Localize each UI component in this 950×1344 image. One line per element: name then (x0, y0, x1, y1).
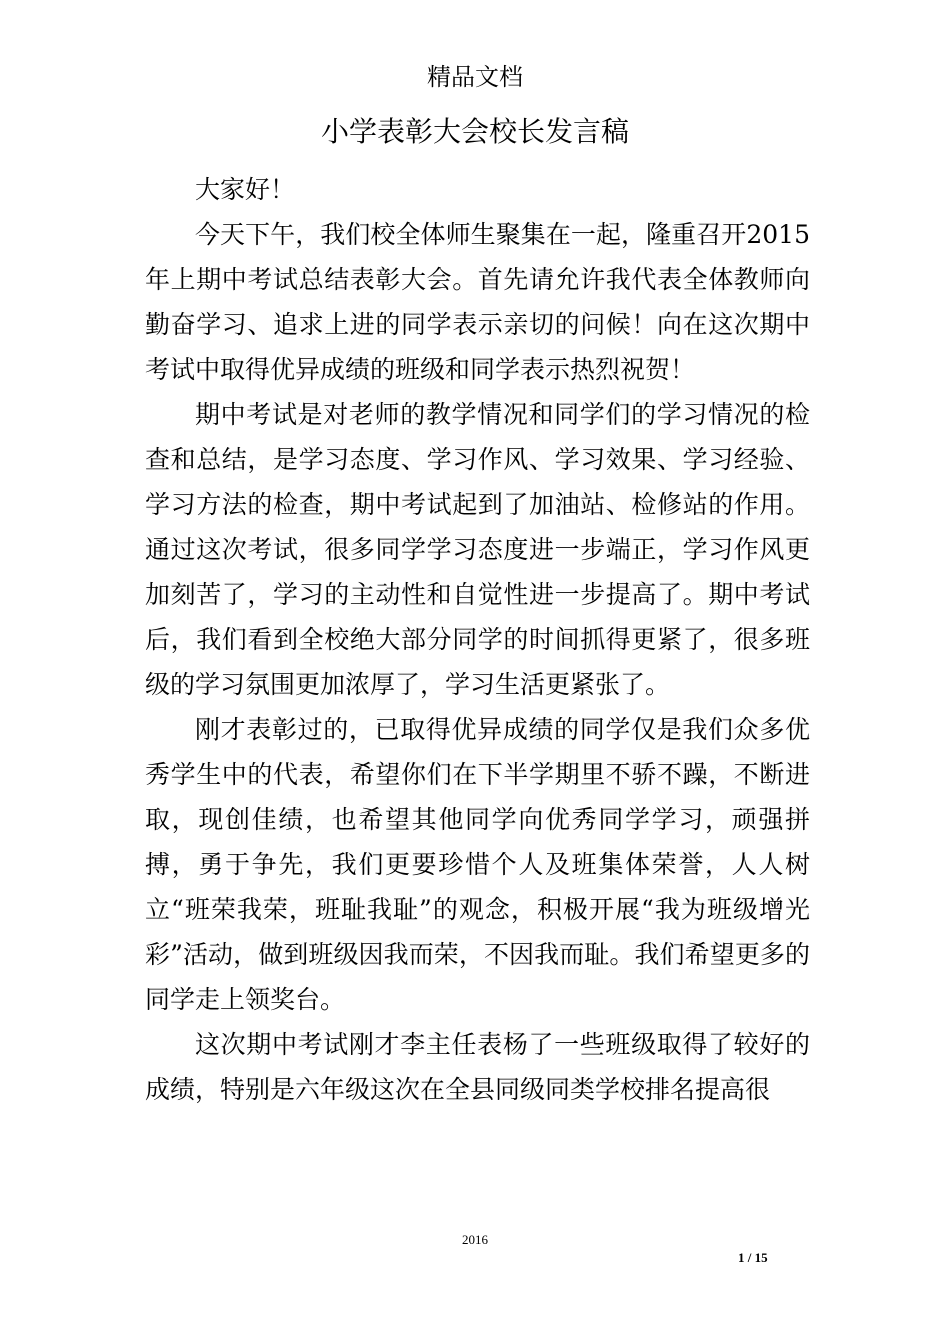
paragraph-4: 这次期中考试刚才李主任表杨了一些班级取得了较好的成绩，特别是六年级这次在全县同级同类学校排名提高很 (145, 1030, 810, 1104)
paragraph-2: 期中考试是对老师的教学情况和同学们的学习情况的检查和总结，是学习态度、学习作风、学习效果、学习经验、学习方法的检查，期中考试起到了加油站、检修站的作用。通过这次考试，很多同学学习态度进一步端正，学习作风更加刻苦了，学习的主动性和自觉性进一步提高了。期中考试后，我们看到全校绝大部分同学的时间抓得更紧了，很多班级的学习氛围更加浓厚了，学习生活更紧张了。 (145, 400, 810, 699)
header-label: 精品文档 (427, 63, 523, 91)
footer-year: 2016 (462, 1232, 488, 1247)
document-body (145, 167, 810, 1112)
page-number: 1 / 15 (738, 1250, 768, 1265)
paragraph-greeting: 大家好！ (195, 175, 296, 204)
paragraph-3: 刚才表彰过的，已取得优异成绩的同学仅是我们众多优秀学生中的代表，希望你们在下半学期里不骄不躁，不断进取，现创佳绩，也希望其他同学向优秀同学学习，顽强拼搏，勇于争先，我们更要珍惜个人及班集体荣誉，人人树立“班荣我荣，班耻我耻”的观念，积极开展“我为班级增光彩”活动，做到班级因我而荣，不因我而耻。我们希望更多的同学走上领奖台。 (145, 715, 810, 1014)
document-title: 小学表彰大会校长发言稿 (320, 115, 629, 148)
paragraph-1: 今天下午，我们校全体师生聚集在一起，隆重召开2015年上期中考试总结表彰大会。首先请允许我代表全体教师向勤奋学习、追求上进的同学表示亲切的问候！向在这次期中考试中取得优异成绩的班级和同学表示热烈祝贺！ (145, 220, 810, 384)
